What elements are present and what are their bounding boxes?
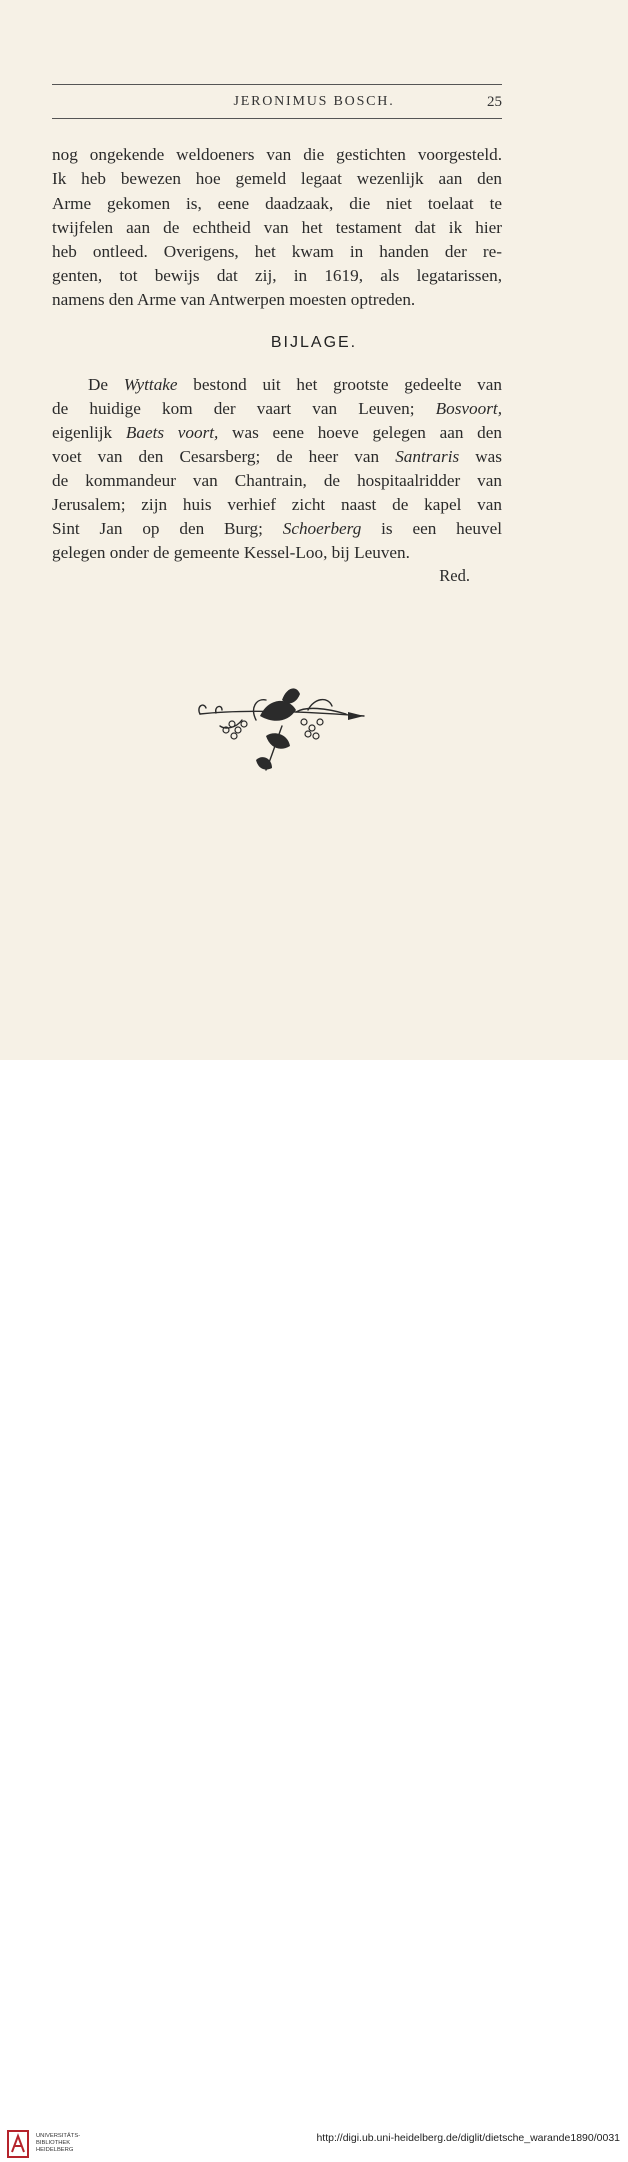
text-line: Ik heb bewezen hoe gemeld legaat wezenlijk aan den [52,169,502,188]
text-line: de huidige kom der vaart van Leuven; Bosvoort, [52,399,502,418]
logo-text-line: UNIVERSITÄTS- [36,2133,81,2139]
text-line: genten, tot bewijs dat zij, in 1619, als legatarissen, [52,266,502,285]
text-line: gelegen onder de gemeente Kessel-Loo, bij Leuven. [52,543,410,562]
italic-term: Schoerberg [282,519,362,538]
logo-text-line: HEIDELBERG [36,2147,74,2153]
section-title: BIJLAGE. [270,334,358,351]
running-head: JERONIMUS BOSCH. [233,94,395,109]
italic-term: Santraris [395,447,460,466]
text-line: eigenlijk Baets voort, was eene hoeve gelegen aan den [52,423,503,442]
italic-term: Bosvoort, [435,399,502,418]
source-url-link[interactable]: http://digi.ub.uni-heidelberg.de/diglit/dietsche_warande1890/0031 [316,2132,620,2144]
italic-term: Wyttake [123,375,178,394]
vine-ornament-icon [196,680,372,780]
university-library-logo-icon [6,2128,32,2162]
text-line: de kommandeur van Chantrain, de hospitaalridder van [52,471,502,490]
logo-text-line: BIBLIOTHEK [36,2140,71,2146]
text-line: Arme gekomen is, eene daadzaak, die niet toelaat te [52,194,502,213]
text-line: De Wyttake bestond uit het grootste gedeelte van [88,375,502,394]
scanned-page [0,0,628,1060]
signature: Red. [439,566,470,585]
text-line: voet van den Cesarsberg; de heer van Santraris was [52,447,502,466]
italic-term: Baets voort, [125,423,219,442]
text-line: Jerusalem; zijn huis verhief zicht naast de kapel van [52,495,502,514]
text-line: twijfelen aan de echtheid van het testament dat ik hier [52,218,502,237]
page-number: 25 [487,94,502,110]
header-top-rule [52,84,502,85]
text-line: nog ongekende weldoeners van die gestichten voorgesteld. [52,145,502,164]
header-bottom-rule [52,118,502,119]
text-line: namens den Arme van Antwerpen moesten optreden. [52,290,416,309]
text-line: Sint Jan op den Burg; Schoerberg is een heuvel [52,519,502,538]
text-line: heb ontleed. Overigens, het kwam in handen der re- [52,242,502,261]
footer-bar [0,1060,628,2153]
